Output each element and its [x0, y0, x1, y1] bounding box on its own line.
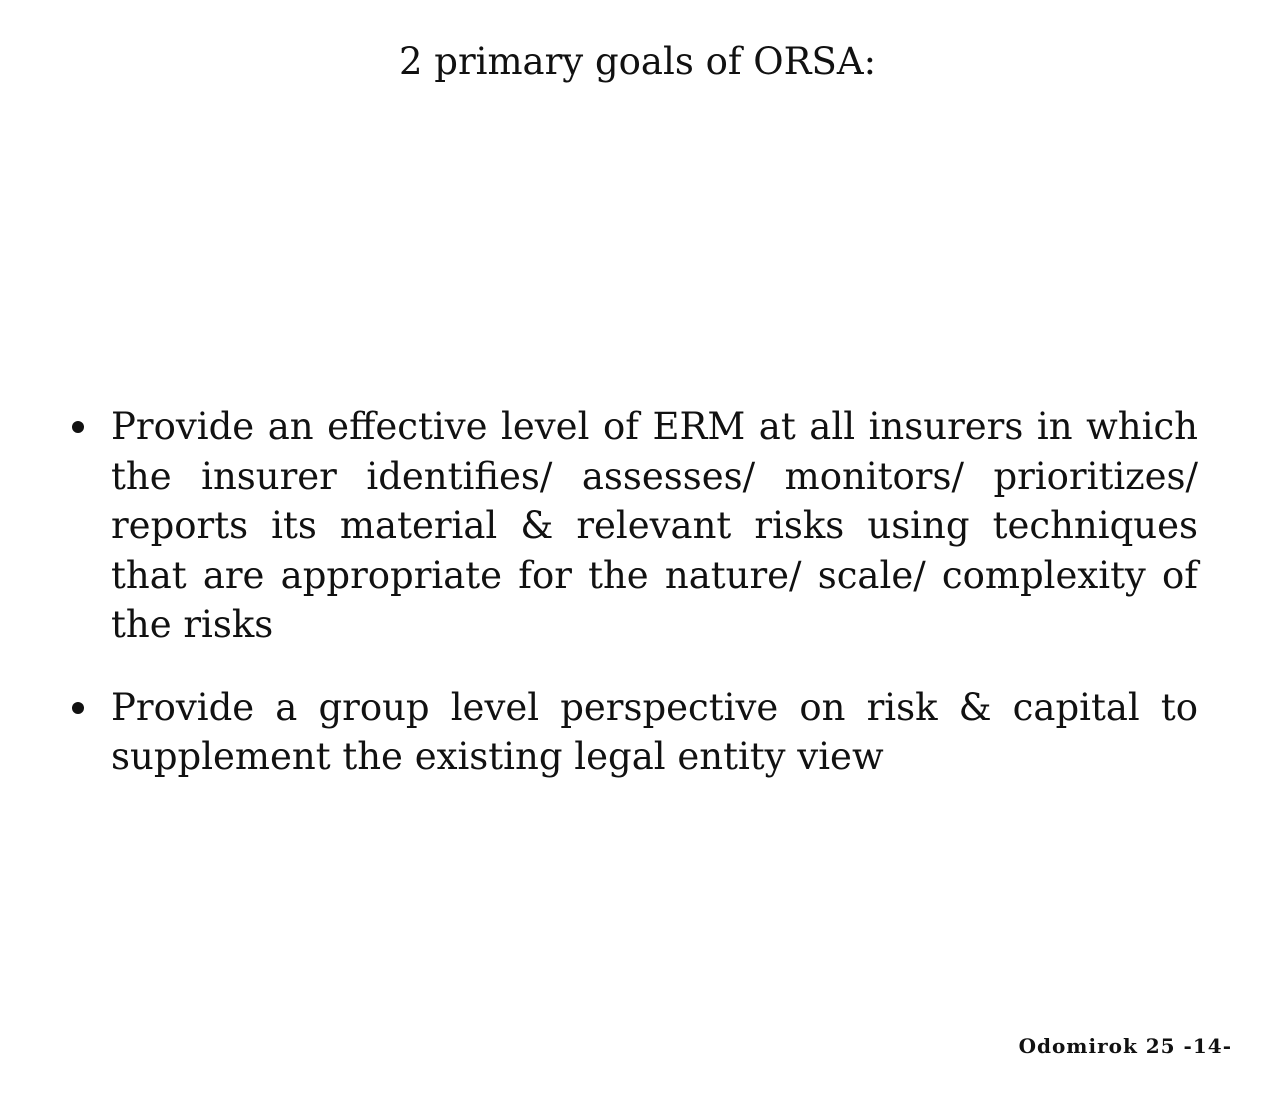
- bullet-icon: [72, 421, 84, 433]
- page-footer: Odomirok 25 -14-: [1018, 1034, 1232, 1058]
- bullet-icon: [72, 702, 84, 714]
- goal-text-1: Provide an effective level of ERM at all insurers in which the insurer identifies/ assesses/ monitors/ prioritizes/ reports its material & relevant risks using techniques that are appropriate for the nature/ scale/ complexity of the risks: [111, 405, 1198, 646]
- slide-title: 2 primary goals of ORSA:: [398, 40, 877, 83]
- goals-list: [70, 402, 1198, 815]
- goal-item-1: [70, 402, 1198, 650]
- goal-item-2: [70, 683, 1198, 782]
- goal-text-2: Provide a group level perspective on risk & capital to supplement the existing legal entity view: [111, 685, 1198, 778]
